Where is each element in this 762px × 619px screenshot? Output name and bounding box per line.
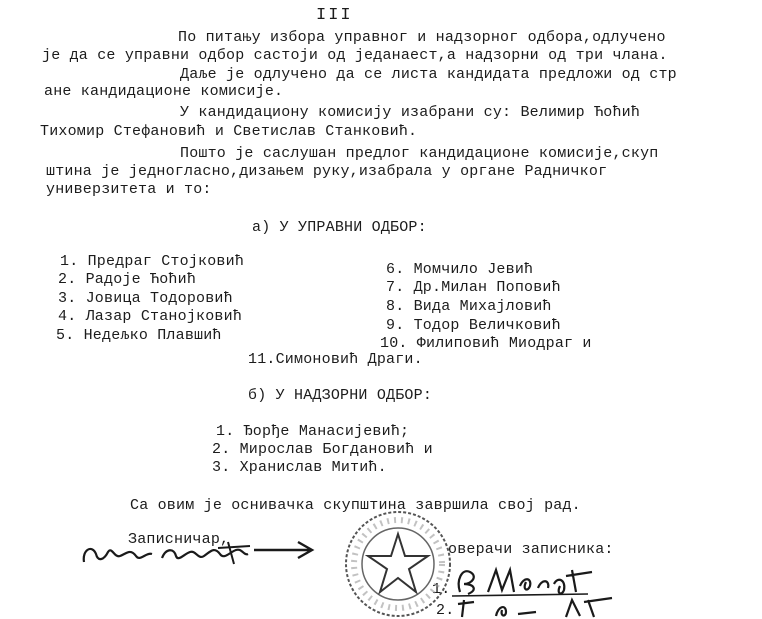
recorder-label: Записничар, <box>128 531 230 548</box>
paragraph-line: По питању избора управног и надзорног одбора,одлучено <box>178 29 666 46</box>
board-member: 5. Недељко Плавшић <box>56 327 222 344</box>
board-member: 8. Вида Михајловић <box>386 298 552 315</box>
paragraph-line: ане кандидационе комисије. <box>44 83 284 100</box>
paragraph-line: Пошто је саслушан предлог кандидационе комисије,скуп <box>180 145 659 162</box>
board-member: 6. Момчило Јевић <box>386 261 534 278</box>
board-member: 2. Радоје Ћоћић <box>58 271 197 288</box>
verifier-number: 1. <box>432 581 451 598</box>
verifier-number: 2. <box>436 602 455 619</box>
paragraph-line: је да се управни одбор састоји од једанаест,а надзорни од три члана. <box>42 47 668 64</box>
supervisory-member: 2. Мирослав Богдановић и <box>212 441 433 458</box>
recorder-signature <box>78 531 318 574</box>
verifiers-label: оверачи записника: <box>448 541 614 558</box>
board-member: 11.Симоновић Драги. <box>248 351 423 368</box>
supervisory-member: 3. Хранислав Митић. <box>212 459 387 476</box>
board-member: 3. Јовица Тодоровић <box>58 290 233 307</box>
board-member: 9. Тодор Величковић <box>386 317 561 334</box>
section-b-title: б) У НАДЗОРНИ ОДБОР: <box>248 387 433 404</box>
section-heading: III <box>316 6 353 25</box>
supervisory-member: 1. Ђорђе Манасијевић; <box>216 423 410 440</box>
board-member: 4. Лазар Станојковић <box>58 308 243 325</box>
closing-statement: Са овим је оснивачка скупштина завршила свој рад. <box>130 497 581 514</box>
verifier-signature-1 <box>448 562 608 598</box>
board-member: 10. Филиповић Миодраг и <box>380 335 592 352</box>
paragraph-line: универзитета и то: <box>46 181 212 198</box>
paragraph-line: Даље је одлучено да се листа кандидата предложи од стр <box>180 66 677 83</box>
board-member: 1. Предраг Стојковић <box>60 253 245 270</box>
verifier-signature-2 <box>456 596 656 617</box>
paragraph-line: штина је једногласно,дизањем руку,изабрала у органе Радничког <box>46 163 608 180</box>
paragraph-line: Тихомир Стефановић и Светислав Станковић. <box>40 123 418 140</box>
paragraph-line: У кандидациону комисију изабрани су: Велимир Ћоћић <box>180 104 641 121</box>
section-a-title: а) У УПРАВНИ ОДБОР: <box>252 219 427 236</box>
seal-stamp <box>340 506 456 618</box>
board-member: 7. Др.Милан Поповић <box>386 279 561 296</box>
